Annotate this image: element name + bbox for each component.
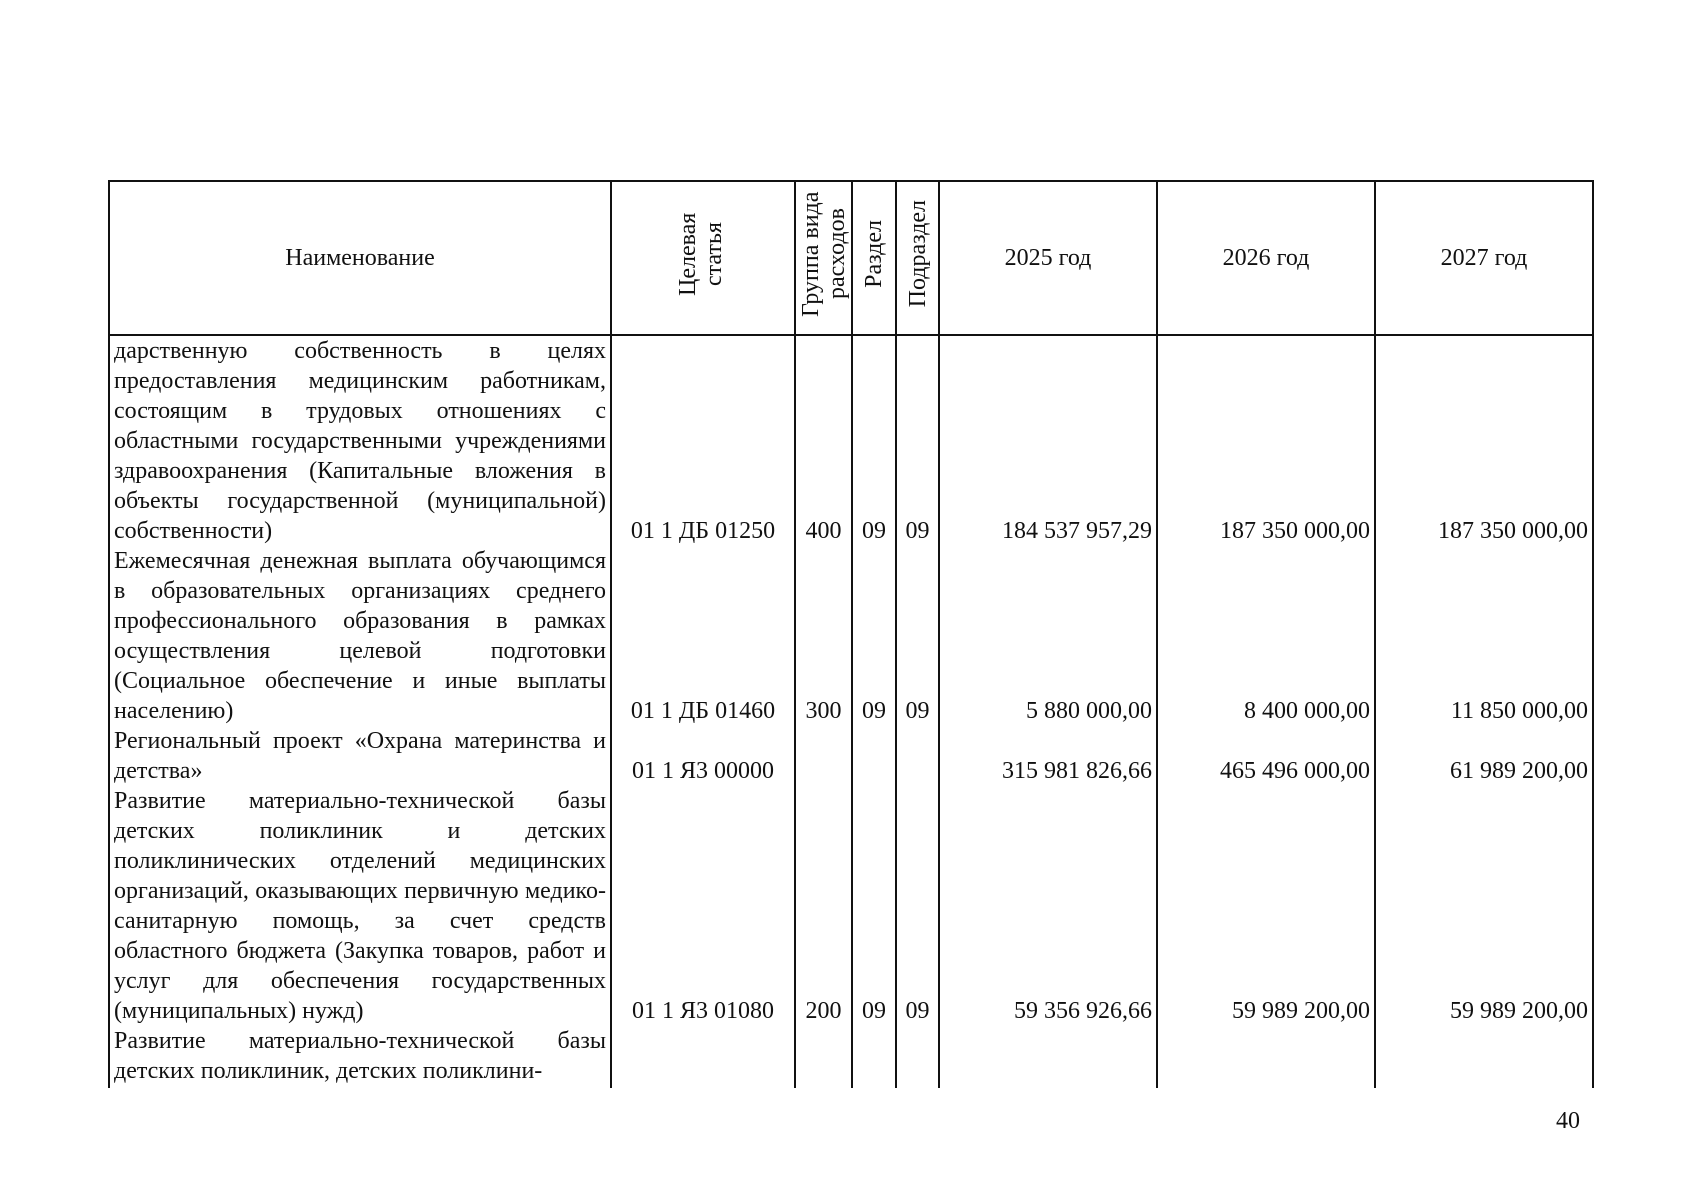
header-2027: 2027 год bbox=[1375, 181, 1593, 335]
row-2025: 184 537 957,29 bbox=[939, 335, 1157, 546]
row-target-article bbox=[611, 1026, 795, 1088]
header-target-article: Целевая статья bbox=[611, 181, 795, 335]
row-2027: 61 989 200,00 bbox=[1375, 726, 1593, 786]
row-2026: 187 350 000,00 bbox=[1157, 335, 1375, 546]
row-subsection: 09 bbox=[896, 546, 939, 726]
row-target-article: 01 1 ДБ 01460 bbox=[611, 546, 795, 726]
header-row bbox=[109, 181, 1593, 335]
row-2025: 59 356 926,66 bbox=[939, 786, 1157, 1026]
row-2025: 315 981 826,66 bbox=[939, 726, 1157, 786]
row-subsection: 09 bbox=[896, 335, 939, 546]
table-row bbox=[109, 786, 1593, 1026]
table-row bbox=[109, 335, 1593, 546]
table-row bbox=[109, 1026, 1593, 1088]
row-name: Ежемесячная денежная выплата обучающимся в образовательных организациях среднего профессионального образования в рамках осуществления целевой подготовки (Социальное обеспечение и иные выплаты населению) bbox=[109, 546, 611, 726]
row-subsection bbox=[896, 1026, 939, 1088]
row-2026: 465 496 000,00 bbox=[1157, 726, 1375, 786]
row-section: 09 bbox=[852, 335, 896, 546]
row-name: Региональный проект «Охрана материнства и детства» bbox=[109, 726, 611, 786]
row-name: Развитие материально-технической базы детских поликлиник, детских поликлини- bbox=[109, 1026, 611, 1088]
row-subsection: 09 bbox=[896, 786, 939, 1026]
row-expense-group bbox=[795, 1026, 852, 1088]
header-2026: 2026 год bbox=[1157, 181, 1375, 335]
row-target-article: 01 1 Я3 01080 bbox=[611, 786, 795, 1026]
header-expense-group: Группа вида расходов bbox=[795, 181, 852, 335]
row-2026: 59 989 200,00 bbox=[1157, 786, 1375, 1026]
table-row bbox=[109, 726, 1593, 786]
table-row bbox=[109, 546, 1593, 726]
row-section: 09 bbox=[852, 786, 896, 1026]
header-subsection: Подраздел bbox=[896, 181, 939, 335]
header-2025: 2025 год bbox=[939, 181, 1157, 335]
row-subsection bbox=[896, 726, 939, 786]
row-2027: 187 350 000,00 bbox=[1375, 335, 1593, 546]
row-2027: 59 989 200,00 bbox=[1375, 786, 1593, 1026]
row-expense-group: 300 bbox=[795, 546, 852, 726]
table-header bbox=[109, 181, 1593, 335]
row-section bbox=[852, 726, 896, 786]
budget-table bbox=[108, 180, 1594, 1088]
header-name: Наименование bbox=[109, 181, 611, 335]
header-section: Раздел bbox=[852, 181, 896, 335]
row-name: дарственную собственность в целях предоставления медицинским работникам, состоящим в трудовых отношениях с областными государственными учреждениями здравоохранения (Капитальные вложения в объекты государственной (муниципальной) собственности) bbox=[109, 335, 611, 546]
row-expense-group: 400 bbox=[795, 335, 852, 546]
row-target-article: 01 1 Я3 00000 bbox=[611, 726, 795, 786]
row-expense-group: 200 bbox=[795, 786, 852, 1026]
row-section: 09 bbox=[852, 546, 896, 726]
row-2027: 11 850 000,00 bbox=[1375, 546, 1593, 726]
row-section bbox=[852, 1026, 896, 1088]
row-name: Развитие материально-технической базы детских поликлиник и детских поликлинических отделений медицинских организаций, оказывающих первичную медико-санитарную помощь, за счет средств областного бюджета (Закупка товаров, работ и услуг для обеспечения государственных (муниципальных) нужд) bbox=[109, 786, 611, 1026]
row-2027 bbox=[1375, 1026, 1593, 1088]
row-2026 bbox=[1157, 1026, 1375, 1088]
row-2025 bbox=[939, 1026, 1157, 1088]
table-body bbox=[109, 335, 1593, 1088]
row-2026: 8 400 000,00 bbox=[1157, 546, 1375, 726]
row-target-article: 01 1 ДБ 01250 bbox=[611, 335, 795, 546]
row-expense-group bbox=[795, 726, 852, 786]
row-2025: 5 880 000,00 bbox=[939, 546, 1157, 726]
page-number: 40 bbox=[1556, 1108, 1580, 1134]
